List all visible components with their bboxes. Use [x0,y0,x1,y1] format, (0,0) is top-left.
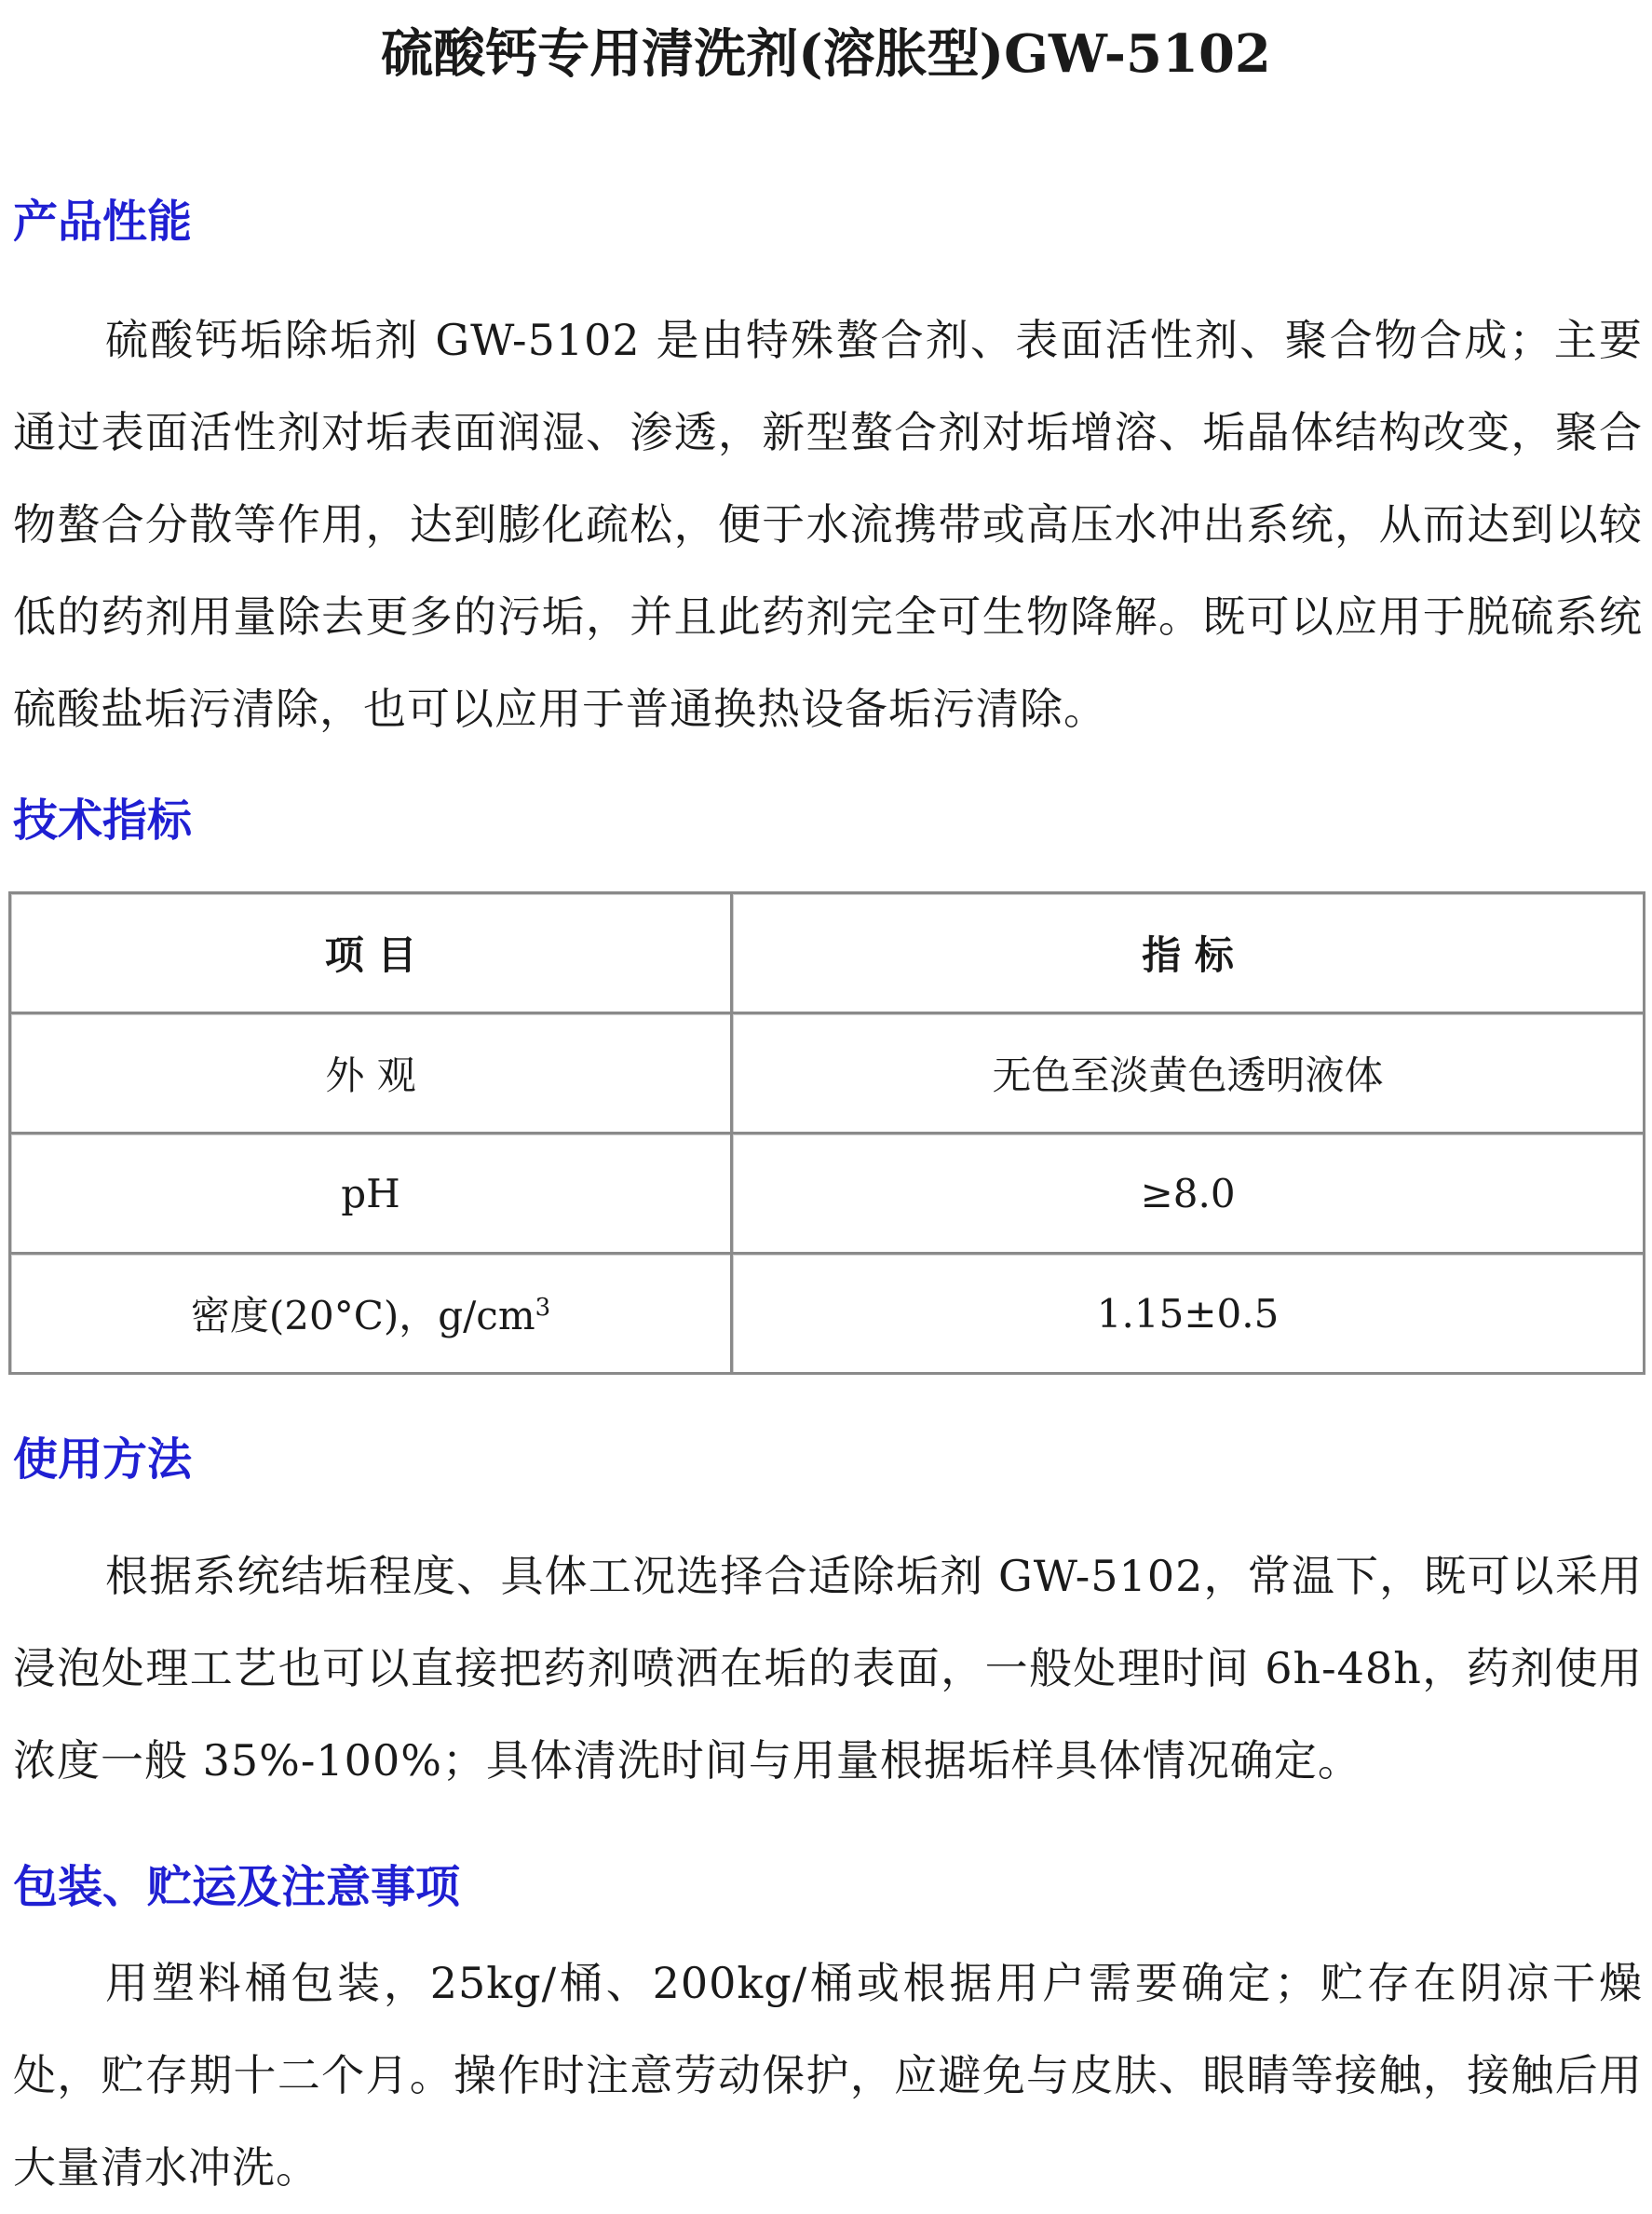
packaging-paragraph: 用塑料桶包装，25kg/桶、200kg/桶或根据用户需要确定；贮存在阴凉干燥处，贮存期十二个月。操作时注意劳动保护，应避免与皮肤、眼睛等接触，接触后用大量清水冲洗。 [13,1958,1643,2193]
cell-value: 1.15±0.5 [732,1254,1645,1374]
cell-item: 外 观 [10,1013,732,1134]
cell-value: 无色至淡黄色透明液体 [732,1013,1645,1134]
usage-paragraph: 根据系统结垢程度、具体工况选择合适除垢剂 GW-5102，常温下，既可以采用浸泡处理工艺也可以直接把药剂喷洒在垢的表面，一般处理时间 6h-48h，药剂使用浓度一般 35%-100%；具体清洗时间与用量根据垢样具体情况确定。 [13,1551,1643,1786]
column-header-spec: 指 标 [732,893,1645,1013]
cell-value: ≥8.0 [732,1134,1645,1254]
spec-table [8,891,1645,1375]
table-row [10,1134,1645,1254]
table-row [10,1254,1645,1374]
table-header-row [10,893,1645,1013]
cell-item [10,1254,732,1374]
section-heading-specs: 技术指标 [13,795,193,847]
density-label: 密度(20°C)，g/cm [190,1293,535,1338]
cell-item: pH [10,1134,732,1254]
section-heading-usage: 使用方法 [13,1433,193,1486]
performance-paragraph: 硫酸钙垢除垢剂 GW-5102 是由特殊螯合剂、表面活性剂、聚合物合成；主要通过表面活性剂对垢表面润湿、渗透，新型螯合剂对垢增溶、垢晶体结构改变，聚合物螯合分散等作用，达到膨化疏松，便于水流携带或高压水冲出系统，从而达到以较低的药剂用量除去更多的污垢，并且此药剂完全可生物降解。既可以应用于脱硫系统硫酸盐垢污清除，也可以应用于普通换热设备垢污清除。 [13,315,1643,734]
section-heading-performance: 产品性能 [13,196,193,248]
table-row [10,1013,1645,1134]
section-heading-packaging: 包装、贮运及注意事项 [13,1861,461,1913]
column-header-item: 项 目 [10,893,732,1013]
unit-superscript: 3 [535,1294,551,1322]
page-title: 硫酸钙专用清洗剂(溶胀型)GW-5102 [381,23,1271,85]
